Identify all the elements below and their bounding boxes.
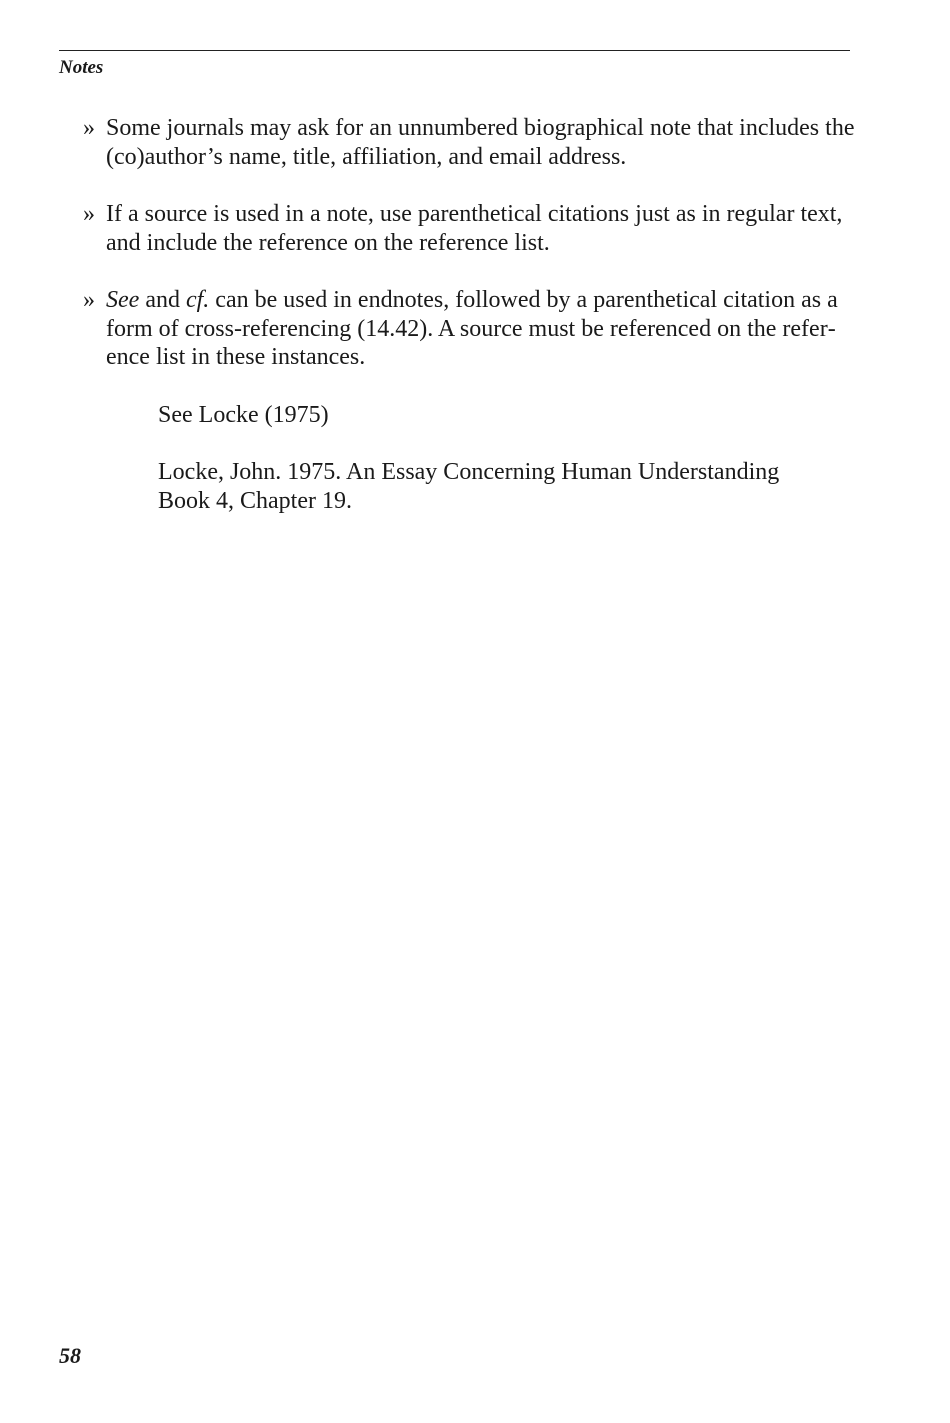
list-item-text: and [139,287,186,313]
italic-term-see: See [106,287,140,313]
list-item-source-in-note [59,200,859,257]
bullet-marker: » [83,201,95,227]
italic-term-cf: cf. [185,287,210,313]
header-rule [59,50,850,51]
example-note [158,401,859,430]
list-item-biographical-note [59,114,859,171]
list-item-text: can be used in endnotes, followed by a parenthetical citation as a form of cross-referencing (14.42). A source must be referenced on the reference list in these instances. [106,287,838,370]
running-head: Notes [59,57,104,78]
list-item-text: Some journals may ask for an unnumbered biographical note that includes the (co)author’s name, title, affiliation, and email address. [106,115,855,170]
bullet-marker: » [83,115,95,141]
page-body [59,114,859,544]
list-item-see-cf [59,286,859,372]
page-number: 58 [59,1343,81,1368]
list-item-text: If a source is used in a note, use parenthetical citations just as in regular text, and include the reference on the reference list. [106,201,843,256]
example-reference-line-2: Book 4, Chapter 19. [158,487,352,514]
bullet-marker: » [83,287,95,313]
example-reference-line-1: Locke, John. 1975. An Essay Concerning Human Understanding [158,459,780,485]
example-reference [158,458,859,515]
example-note-text: See Locke (1975) [158,401,329,428]
